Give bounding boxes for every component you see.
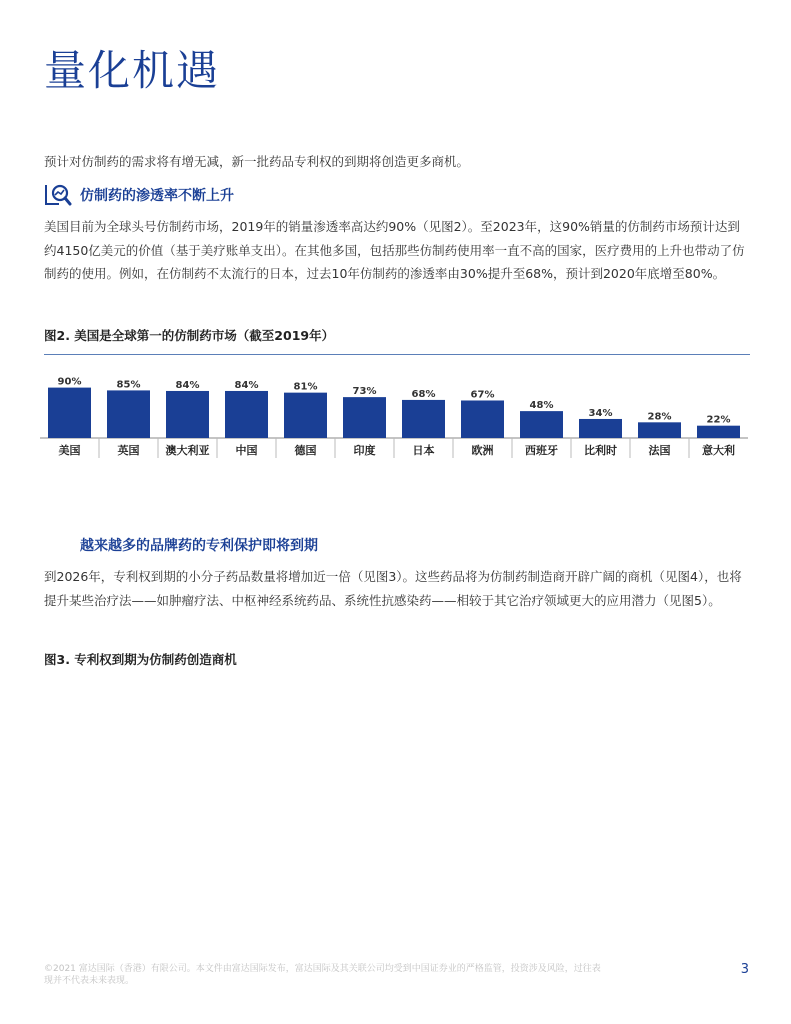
value-label-10: 28% (647, 411, 672, 423)
value-label-2: 84% (175, 379, 200, 391)
value-label-6: 68% (411, 388, 436, 400)
figure2-title: 图2. 美国是全球第一的仿制药市场（截至2019年） (44, 328, 335, 343)
value-label-11: 22% (706, 414, 731, 426)
section-heading-penetration (44, 183, 234, 207)
section2-paragraph: 到2026年，专利权到期的小分子药品数量将增加近一倍（见图3）。这些药品将为仿制药制造商开辟广阔的商机（见图4），也将提升某些治疗法——如肿瘤疗法、中枢神经系统药品、系统性抗感染药——相较于其它治疗领域更大的应用潜力（见图5）。 (44, 569, 742, 608)
section1-heading: 仿制药的渗透率不断上升 (80, 188, 234, 204)
penetration-bar-chart (40, 366, 774, 466)
value-label-0: 90% (57, 376, 82, 388)
value-label-4: 81% (293, 381, 318, 393)
value-label-9: 34% (588, 407, 613, 419)
page-title: 量化机遇 (44, 46, 221, 95)
magnifier-chart-icon (44, 183, 72, 207)
bar-5 (343, 397, 386, 438)
bar-0 (48, 388, 91, 438)
category-label-2: 澳大利亚 (165, 444, 210, 457)
bar-3 (225, 391, 268, 438)
category-label-10: 法国 (648, 444, 671, 457)
value-label-7: 67% (470, 389, 495, 401)
category-label-8: 西班牙 (525, 444, 558, 457)
bar-8 (520, 411, 563, 438)
category-label-0: 美国 (58, 444, 81, 457)
category-label-9: 比利时 (584, 444, 617, 457)
figure2-rule (44, 354, 750, 355)
value-label-8: 48% (529, 400, 554, 412)
value-label-5: 73% (352, 386, 377, 398)
section1-paragraph: 美国目前为全球头号仿制药市场，2019年的销量渗透率高达约90%（见图2）。至2023年，这90%销量的仿制药市场预计达到约4150亿美元的价值（基于美疗账单支出）。在其他多国，包括那些仿制药使用率一直不高的国家，医疗费用的上升也带动了仿制药的使用。例如，在仿制药不太流行的日本，过去10年仿制药的渗透率由30%提升至68%，预计到2020年底增至80%。 (44, 219, 745, 281)
figure3-title: 图3. 专利权到期为仿制药创造商机 (44, 652, 237, 667)
bar-11 (697, 426, 740, 438)
bar-6 (402, 400, 445, 438)
category-label-4: 德国 (294, 444, 317, 457)
category-label-1: 英国 (117, 444, 140, 457)
page-number: 3 (740, 962, 749, 977)
value-label-1: 85% (116, 379, 141, 391)
intro-text: 预计对仿制药的需求将有增无减，新一批药品专利权的到期将创造更多商机。 (44, 154, 470, 169)
section2-heading: 越来越多的品牌药的专利保护即将到期 (80, 538, 318, 554)
value-label-3: 84% (234, 379, 259, 391)
bar-2 (166, 391, 209, 438)
bar-1 (107, 390, 150, 438)
bar-7 (461, 400, 504, 438)
bar-10 (638, 422, 681, 438)
bar-4 (284, 393, 327, 438)
category-label-6: 日本 (412, 444, 435, 457)
category-label-5: 印度 (353, 444, 376, 457)
category-label-11: 意大利 (702, 444, 735, 457)
footer-disclaimer: ©2021 富达国际（香港）有限公司。本文件由富达国际发布，富达国际及其关联公司均受到中国证券业的严格监管，投资涉及风险，过往表现并不代表未来表现。 (44, 964, 601, 986)
category-label-3: 中国 (235, 444, 258, 457)
category-label-7: 欧洲 (471, 444, 494, 457)
bar-9 (579, 419, 622, 438)
